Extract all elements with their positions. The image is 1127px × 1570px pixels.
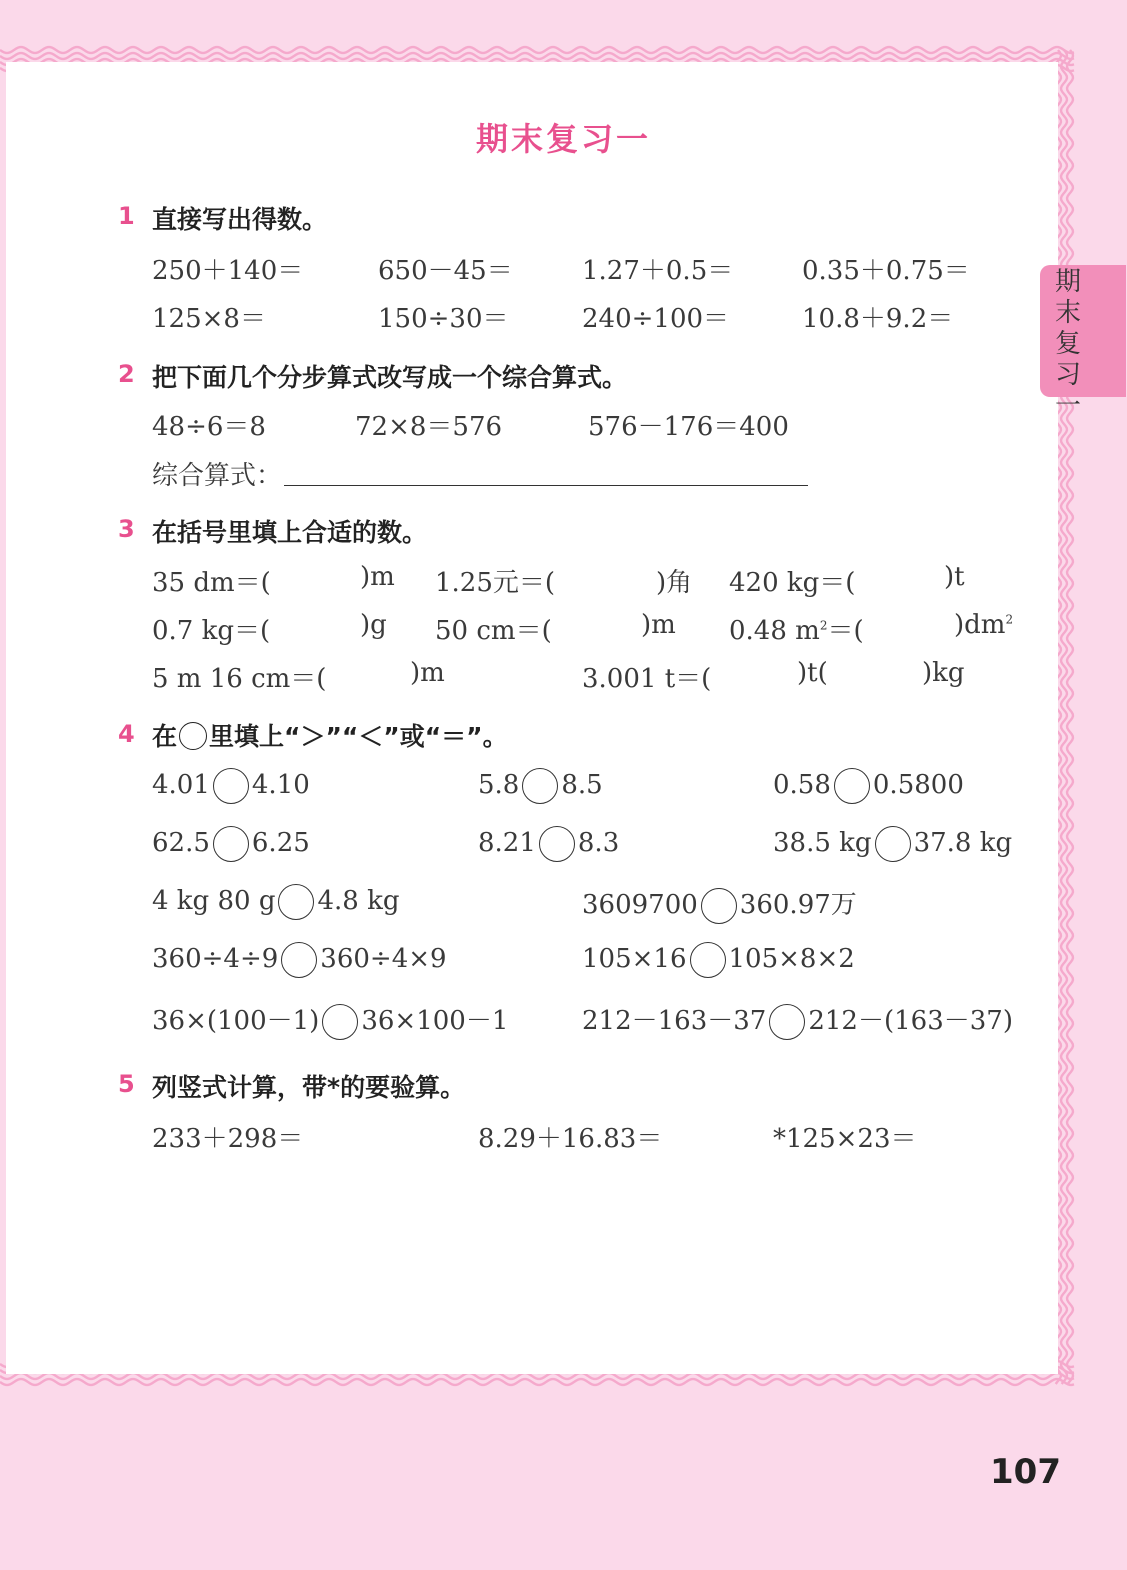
compare-left: 36×(100－1) [152, 1006, 320, 1036]
compare-item [773, 768, 964, 804]
q3-item-right: )dm [954, 610, 1006, 640]
compare-circle[interactable] [690, 942, 726, 978]
q3-item-left: 0.7 kg＝( [152, 616, 271, 646]
circle-icon [179, 722, 207, 750]
side-tab-char: 期 [1054, 267, 1081, 297]
compare-item [152, 826, 310, 862]
q1-item: 150÷30＝ [378, 304, 509, 334]
compare-item [478, 826, 619, 862]
q3-item-right: )kg [922, 658, 965, 688]
q3-item-left: 0.48 m [729, 616, 820, 646]
q3-sup: 2 [819, 618, 828, 633]
q3-item-mid: ＝( [827, 616, 864, 646]
compare-circle[interactable] [769, 1004, 805, 1040]
compare-left: 38.5 kg [773, 828, 872, 858]
compare-left: 360÷4÷9 [152, 944, 279, 974]
compare-circle[interactable] [213, 826, 249, 862]
q2-answer-label: 综合算式： [152, 461, 283, 491]
compare-item [152, 884, 399, 920]
question-4-number: 4 [118, 720, 135, 748]
q4-text-after: 里填上“＞”“＜”或“＝”。 [209, 722, 508, 751]
compare-left: 5.8 [478, 770, 520, 800]
question-1-number: 1 [118, 202, 135, 230]
q3-item-left: 3.001 t＝( [582, 664, 712, 694]
q3-item-mid: )t( [797, 658, 828, 688]
compare-right: 212－(163－37) [808, 1006, 1013, 1036]
q3-item-right: )m [641, 610, 676, 640]
q3-item-right: )t [944, 562, 965, 592]
q1-item: 240÷100＝ [582, 304, 730, 334]
q5-item: 233＋298＝ [152, 1124, 304, 1154]
compare-right: 37.8 kg [913, 828, 1013, 858]
page-title: 期末复习一 [475, 120, 651, 158]
compare-right: 6.25 [251, 828, 310, 858]
compare-item [582, 884, 857, 924]
compare-circle[interactable] [281, 942, 317, 978]
question-2-number: 2 [118, 360, 135, 388]
q1-item: 250＋140＝ [152, 256, 304, 286]
q3-item-right: )角 [656, 568, 693, 598]
question-3-number: 3 [118, 515, 135, 543]
q3-item-right: )m [410, 658, 445, 688]
question-2-text: 把下面几个分步算式改写成一个综合算式。 [152, 363, 628, 392]
compare-circle[interactable] [539, 826, 575, 862]
q1-item: 0.35＋0.75＝ [802, 256, 970, 286]
q2-item: 576－176＝400 [588, 412, 789, 442]
compare-item [152, 942, 447, 978]
compare-right: 8.3 [577, 828, 620, 858]
compare-right: 4.10 [251, 770, 310, 800]
compare-item [152, 1000, 508, 1040]
side-tab-char: 一 [1054, 391, 1081, 421]
q5-item: *125×23＝ [773, 1124, 917, 1154]
compare-circle[interactable] [701, 888, 737, 924]
page-number: 107 [990, 1452, 1061, 1492]
compare-right: 360÷4×9 [320, 944, 447, 974]
q1-item: 10.8＋9.2＝ [802, 304, 954, 334]
side-tab-char: 习 [1054, 360, 1081, 390]
compare-item [152, 768, 310, 804]
q4-text-before: 在 [152, 722, 178, 751]
compare-right: 36×100－1 [361, 1006, 509, 1036]
compare-right: 0.5800 [872, 770, 964, 800]
side-tab-label [1052, 267, 1084, 422]
question-3-text: 在括号里填上合适的数。 [152, 518, 428, 547]
q3-item-composite [729, 610, 864, 647]
compare-circle[interactable] [213, 768, 249, 804]
q2-item: 48÷6＝8 [152, 412, 266, 442]
q2-item: 72×8＝576 [355, 412, 503, 442]
compare-circle[interactable] [834, 768, 870, 804]
q3-item-left: 1.25元＝( [435, 568, 556, 598]
compare-circle[interactable] [875, 826, 911, 862]
compare-left: 8.21 [478, 828, 536, 858]
q3-item-right: )m [360, 562, 395, 592]
question-5-number: 5 [118, 1070, 135, 1098]
compare-item [478, 768, 603, 804]
compare-circle[interactable] [278, 884, 314, 920]
compare-left: 4 kg 80 g [152, 886, 276, 916]
q3-item-right: )g [360, 610, 387, 640]
compare-item [582, 1000, 1013, 1040]
compare-left: 212－163－37 [582, 1006, 767, 1036]
q3-item-left: 420 kg＝( [729, 568, 856, 598]
q1-item: 1.27＋0.5＝ [582, 256, 734, 286]
q1-item: 125×8＝ [152, 304, 266, 334]
compare-right: 4.8 kg [317, 886, 400, 916]
q5-item: 8.29＋16.83＝ [478, 1124, 663, 1154]
q3-sup: 2 [1005, 612, 1014, 627]
side-tab [1040, 265, 1126, 421]
q1-item: 650－45＝ [378, 256, 513, 286]
question-5-text: 列竖式计算，带*的要验算。 [152, 1073, 466, 1102]
compare-left: 4.01 [152, 770, 210, 800]
q3-item-left: 5 m 16 cm＝( [152, 664, 327, 694]
compare-item [773, 826, 1012, 862]
q3-item-composite [954, 610, 1013, 640]
side-tab-char: 末 [1054, 298, 1081, 328]
compare-left: 3609700 [582, 890, 698, 920]
compare-item [582, 942, 855, 978]
q3-item-left: 50 cm＝( [435, 616, 552, 646]
compare-left: 62.5 [152, 828, 210, 858]
compare-right: 105×8×2 [728, 944, 855, 974]
compare-right: 8.5 [561, 770, 603, 800]
compare-right: 360.97万 [739, 890, 857, 920]
question-1-text: 直接写出得数。 [152, 205, 328, 234]
bottom-wave-border [0, 1379, 1074, 1385]
side-tab-char: 复 [1054, 329, 1081, 359]
compare-left: 0.58 [773, 770, 831, 800]
compare-left: 105×16 [582, 944, 687, 974]
answer-line[interactable] [284, 485, 808, 486]
question-4-text [152, 717, 508, 753]
compare-circle[interactable] [522, 768, 558, 804]
q3-item-left: 35 dm＝( [152, 568, 271, 598]
compare-circle[interactable] [322, 1004, 358, 1040]
